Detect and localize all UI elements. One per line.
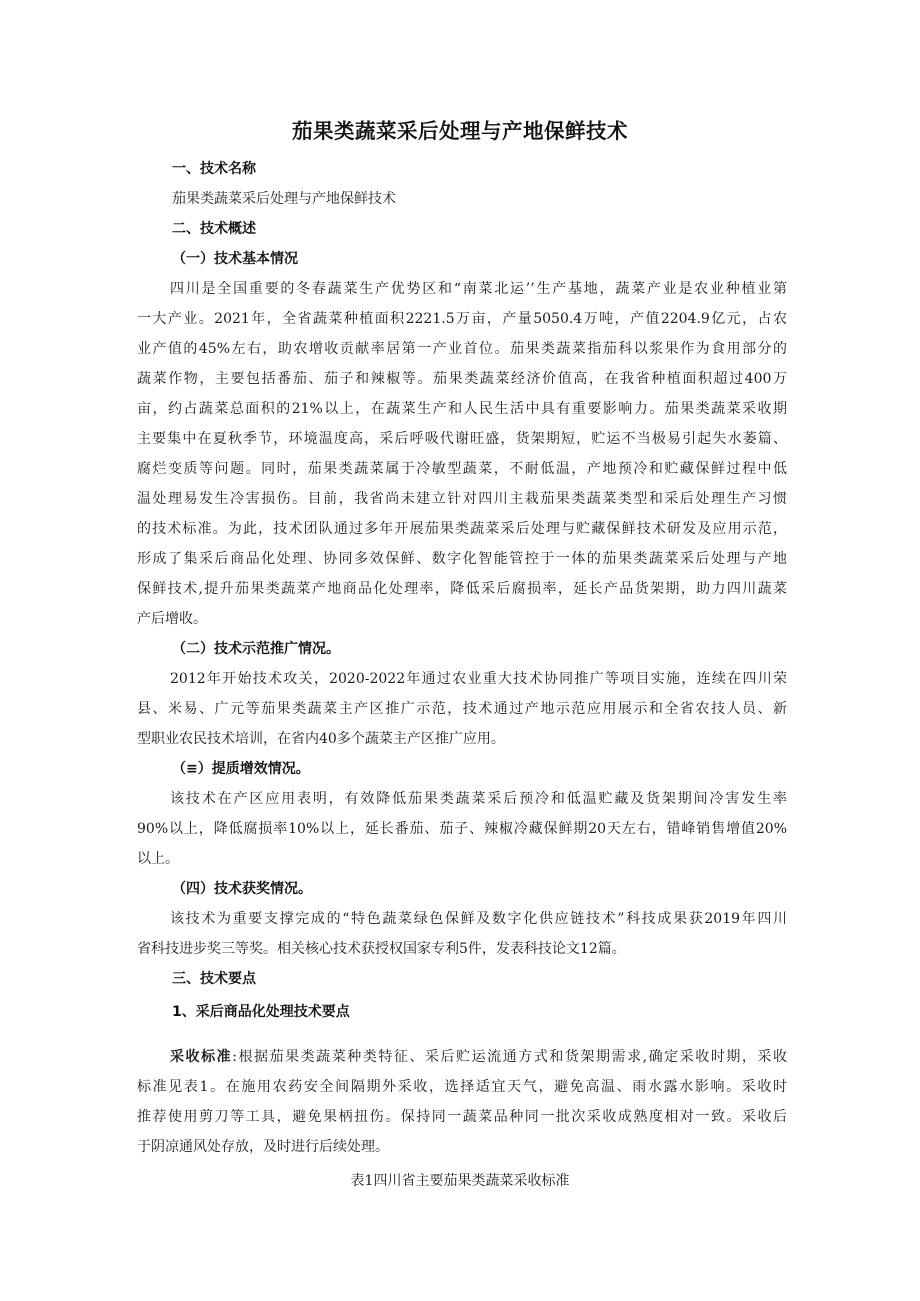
paragraph-line: 温处理易发生冷害损伤。目前，我省尚未建立针对四川主栽茄果类蔬菜类型和采后处理生产习惯	[137, 491, 787, 507]
paragraph-line-harvest-standard	[170, 1046, 787, 1068]
section-heading-overview: 二、技术概述	[172, 221, 256, 237]
paragraph-line: 该技术为重要支撑完成的“特色蔬菜绿色保鲜及数字化供应链技术”科技成果获2019年四川	[170, 911, 787, 927]
technology-name-text: 茄果类蔬菜采后处理与产地保鲜技术	[172, 191, 396, 207]
paragraph-line: 形成了集采后商品化处理、协同多效保鲜、数字化智能管控于一体的茄果类蔬菜采后处理与产地	[137, 551, 787, 567]
subheading-awards: （四）技术获奖情况。	[172, 881, 312, 897]
paragraph-line: 于阴凉通风处存放，及时进行后续处理。	[137, 1139, 389, 1155]
paragraph-line: 的技术标准。为此，技术团队通过多年开展茄果类蔬菜采后处理与贮藏保鲜技术研发及应用示范，	[137, 521, 787, 537]
paragraph-line: 省科技进步奖三等奖。相关核心技术获授权国家专利5件，发表科技论文12篇。	[137, 941, 626, 957]
paragraph-line: 90%以上，降低腐损率10%以上，延长番茄、茄子、辣椒冷藏保鲜期20天左右，错峰销售增值20%	[137, 821, 787, 837]
paragraph-line: 县、米易、广元等茄果类蔬菜主产区推广示范，技术通过产地示范应用展示和全省农技人员、新	[137, 701, 787, 717]
harvest-standard-text: :根据茄果类蔬菜种类特征、采后贮运流通方式和货架期需求,确定采收时期，采收	[232, 1049, 787, 1065]
subheading-demonstration: （二）技术示范推广情况。	[172, 641, 340, 657]
paragraph-line: 四川是全国重要的冬春蔬菜生产优势区和“南菜北运’’生产基地，蔬菜产业是农业种植业第	[170, 281, 787, 297]
subheading-basic-situation: （一）技术基本情况	[172, 251, 298, 267]
paragraph-line: 腐烂变质等问题。同时，茄果类蔬菜属于冷敏型蔬菜，不耐低温，产地预冷和贮藏保鲜过程中低	[137, 461, 787, 477]
paragraph-line: 2012年开始技术攻关，2020-2022年通过农业重大技术协同推广等项目实施，连续在四川荣	[170, 671, 787, 687]
subheading-commercial-processing: 1、采后商品化处理技术要点	[172, 1004, 350, 1020]
paragraph-line: 蔬菜作物，主要包括番茄、茄子和辣椒等。茄果类蔬菜经济价值高，在我省种植面积超过400万	[137, 371, 787, 387]
subheading-quality-efficiency: （≡）提质增效情况。	[172, 761, 310, 777]
paragraph-line: 该技术在产区应用表明，有效降低茄果类蔬菜采后预冷和低温贮藏及货架期间冷害发生率	[170, 791, 787, 807]
paragraph-line: 标准见表1。在施用农药安全间隔期外采收，选择适宜天气，避免高温、雨水露水影响。采收时	[137, 1079, 787, 1095]
paragraph-line: 型职业农民技术培训，在省内40多个蔬菜主产区推广应用。	[137, 731, 505, 747]
paragraph-line: 亩，约占蔬菜总面积的21%以上，在蔬菜生产和人民生活中具有重要影响力。茄果类蔬菜采收期	[137, 401, 787, 417]
document-title: 茄果类蔬菜采后处理与产地保鲜技术	[292, 119, 628, 143]
paragraph-line: 以上。	[137, 851, 179, 867]
paragraph-line: 业产值的45%左右，助农增收贡献率居第一产业首位。茄果类蔬菜指茄科以浆果作为食用部分的	[137, 341, 787, 357]
harvest-standard-label: 采收标准	[170, 1049, 233, 1065]
paragraph-line: 保鲜技术,提升茄果类蔬菜产地商品化处理率，降低采后腐损率，延长产品货架期，助力四川蔬菜	[137, 581, 787, 597]
paragraph-line: 一大产业。2021年，全省蔬菜种植面积2221.5万亩，产量5050.4万吨，产值2204.9亿元，占农	[137, 311, 787, 327]
table-caption: 表1四川省主要茄果类蔬菜采收标准	[350, 1173, 570, 1189]
section-heading-key-points: 三、技术要点	[172, 971, 256, 987]
paragraph-line: 推荐使用剪刀等工具，避免果柄扭伤。保持同一蔬菜品种同一批次采收成熟度相对一致。采收后	[137, 1109, 787, 1125]
paragraph-line: 主要集中在夏秋季节，环境温度高，采后呼吸代谢旺盛，货架期短，贮运不当极易引起失水萎篇、	[137, 431, 787, 447]
paragraph-line: 产后增收。	[137, 611, 207, 627]
section-heading-technology-name: 一、技术名称	[172, 161, 256, 177]
